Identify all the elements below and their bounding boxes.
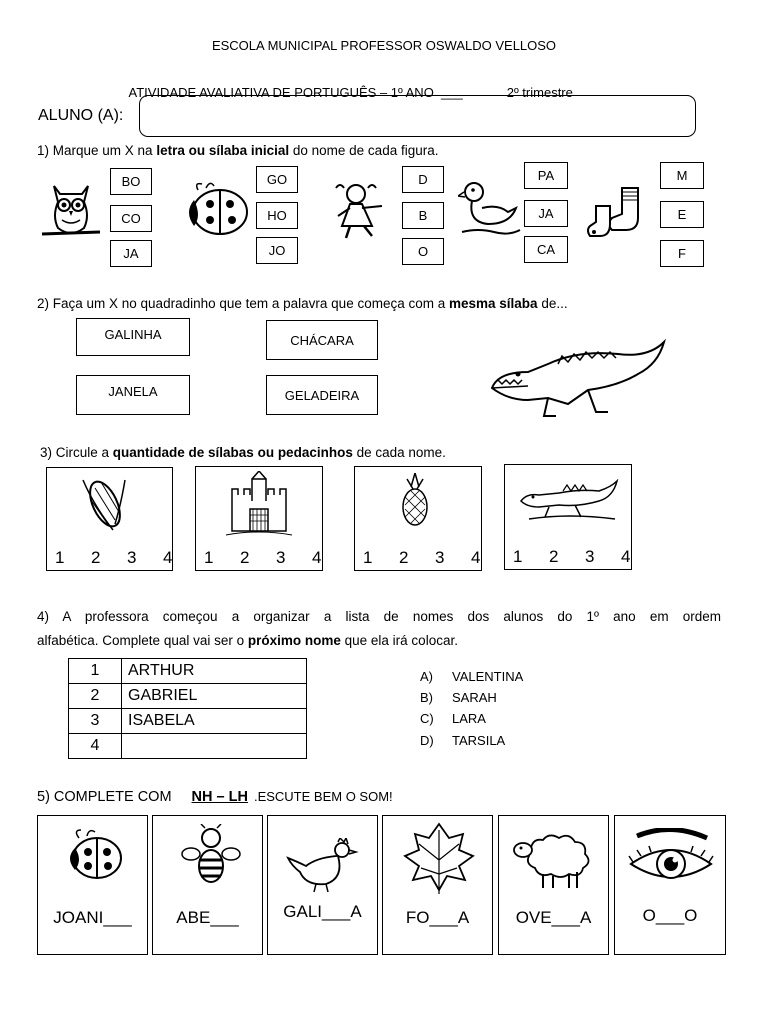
socks-icon — [586, 184, 654, 242]
answer-option[interactable] — [420, 669, 523, 684]
q1-option[interactable]: JA — [524, 200, 568, 227]
q5-card — [152, 815, 263, 955]
q5-card — [498, 815, 609, 955]
q2-text: 2) Faça um X no quadradinho que tem a palavra que começa com a — [37, 296, 449, 311]
q3-card — [354, 466, 482, 571]
q4-text-end: que ela irá colocar. — [340, 633, 458, 648]
syllable-numbers — [55, 548, 199, 568]
option-text: LARA — [452, 711, 486, 726]
word-blank[interactable]: ABE___ — [176, 908, 239, 927]
question-4-line2 — [37, 633, 458, 648]
q1-option[interactable]: E — [660, 201, 704, 228]
q1-option[interactable]: D — [402, 166, 444, 193]
school-name: ESCOLA MUNICIPAL PROFESSOR OSWALDO VELLOSO — [211, 38, 557, 53]
trimester-text: 2º trimestre — [506, 85, 573, 100]
doll-icon — [332, 180, 394, 240]
q1-option[interactable]: CO — [110, 205, 152, 232]
q1-option[interactable]: F — [660, 240, 704, 267]
word-blank[interactable]: GALI___A — [283, 902, 362, 921]
number-option[interactable]: 2 — [240, 548, 250, 567]
q5-text-end: .ESCUTE BEM O SOM! — [253, 789, 393, 804]
q1-option[interactable]: PA — [524, 162, 568, 189]
corn-icon — [75, 474, 135, 534]
syllable-numbers — [513, 547, 657, 567]
number-option[interactable]: 1 — [204, 548, 214, 567]
q5-card — [267, 815, 378, 955]
q2-word-box[interactable]: CHÁCARA — [266, 320, 378, 360]
option-letter: B) — [420, 690, 433, 705]
q2-text-end: de... — [537, 296, 568, 311]
number-option[interactable]: 1 — [513, 547, 523, 566]
q3-card — [195, 466, 323, 571]
number-option[interactable]: 2 — [549, 547, 559, 566]
q1-bold: letra ou sílaba inicial — [156, 143, 290, 158]
q3-card — [46, 467, 173, 571]
names-table — [68, 658, 307, 759]
option-letter: C) — [420, 711, 434, 726]
q3-text-end: de cada nome. — [352, 445, 446, 460]
activity-text: ATIVIDADE AVALIATIVA DE PORTUGUÊS – 1º ANO ___ — [128, 85, 463, 100]
q1-option[interactable]: JA — [110, 240, 152, 267]
number-option[interactable]: 4 — [621, 547, 631, 566]
question-1 — [37, 143, 438, 158]
row-name: ARTHUR — [122, 659, 307, 684]
q2-word-box[interactable]: GELADEIRA — [266, 375, 378, 415]
option-text: TARSILA — [452, 733, 506, 748]
q3-bold: quantidade de sílabas ou pedacinhos — [112, 445, 353, 460]
q5-card — [614, 815, 726, 955]
q1-option[interactable]: GO — [256, 166, 298, 193]
row-number: 2 — [69, 684, 122, 709]
number-option[interactable]: 2 — [91, 548, 101, 567]
q1-option[interactable]: JO — [256, 237, 298, 264]
q5-bold: NH – LH — [191, 789, 248, 805]
table-row — [69, 734, 307, 759]
q4-bold: próximo nome — [247, 633, 341, 648]
word-blank[interactable]: JOANI___ — [53, 908, 132, 927]
q1-text: 1) Marque um X na — [37, 143, 157, 158]
ladybug-icon — [180, 180, 252, 242]
q1-option[interactable]: B — [402, 202, 444, 229]
q2-word-box[interactable]: JANELA — [76, 375, 190, 415]
number-option[interactable]: 1 — [363, 548, 373, 567]
q3-card — [504, 464, 632, 570]
number-option[interactable]: 4 — [312, 548, 322, 567]
q1-option[interactable]: CA — [524, 236, 568, 263]
option-letter: D) — [420, 733, 434, 748]
number-option[interactable]: 4 — [471, 548, 481, 567]
row-number: 4 — [69, 734, 122, 759]
table-row — [69, 684, 307, 709]
alligator-icon — [519, 479, 619, 523]
q5-card — [37, 815, 148, 955]
number-option[interactable]: 3 — [276, 548, 286, 567]
question-4-line1: 4) A professora começou a organizar a lista de nomes dos alunos do 1º ano em ordem — [37, 609, 721, 624]
syllable-numbers — [204, 548, 348, 568]
row-name: ISABELA — [122, 709, 307, 734]
answer-option[interactable] — [420, 711, 486, 726]
number-option[interactable]: 1 — [55, 548, 65, 567]
row-name: GABRIEL — [122, 684, 307, 709]
table-row — [69, 659, 307, 684]
q5-card — [382, 815, 493, 955]
table-row — [69, 709, 307, 734]
q3-text: 3) Circule a — [40, 445, 113, 460]
word-blank[interactable]: FO___A — [405, 908, 470, 927]
number-option[interactable]: 3 — [435, 548, 445, 567]
q2-bold: mesma sílaba — [449, 296, 538, 311]
question-2 — [37, 296, 568, 311]
q4-text: alfabética. Complete qual vai ser o — [37, 633, 248, 648]
option-text: VALENTINA — [452, 669, 524, 684]
q5-text: 5) COMPLETE COM — [37, 789, 172, 805]
sheep-icon — [511, 828, 599, 890]
answer-field[interactable] — [122, 734, 307, 759]
q1-option[interactable]: M — [660, 162, 704, 189]
number-option[interactable]: 3 — [127, 548, 137, 567]
option-letter: A) — [420, 669, 433, 684]
question-5 — [37, 789, 393, 805]
syllable-numbers — [363, 548, 507, 568]
leaf-icon — [403, 820, 475, 896]
number-option[interactable]: 3 — [585, 547, 595, 566]
row-number: 3 — [69, 709, 122, 734]
number-option[interactable]: 2 — [399, 548, 409, 567]
student-label: ALUNO (A): — [38, 107, 124, 124]
bee-icon — [179, 824, 241, 890]
option-text: SARAH — [452, 690, 497, 705]
number-option[interactable]: 4 — [163, 548, 173, 567]
q2-word-box[interactable]: GALINHA — [76, 318, 190, 356]
row-number: 1 — [69, 659, 122, 684]
word-blank[interactable]: OVE___A — [515, 908, 592, 927]
alligator-icon — [488, 328, 672, 424]
answer-option[interactable] — [420, 733, 505, 748]
answer-option[interactable] — [420, 690, 497, 705]
duck-icon — [458, 178, 522, 238]
hen-icon — [286, 838, 362, 894]
ladybug-icon — [63, 826, 125, 884]
student-name-field[interactable] — [139, 95, 696, 137]
word-blank[interactable]: O___O — [642, 906, 698, 925]
q1-option[interactable]: BO — [110, 168, 152, 195]
q1-text-end: do nome de cada figura. — [289, 143, 439, 158]
q1-option[interactable]: O — [402, 238, 444, 265]
eye-icon — [627, 828, 715, 890]
question-3 — [40, 445, 446, 460]
castle-icon — [224, 471, 294, 537]
owl-icon — [40, 176, 102, 242]
pineapple-icon — [395, 473, 435, 533]
q1-option[interactable]: HO — [256, 202, 298, 229]
